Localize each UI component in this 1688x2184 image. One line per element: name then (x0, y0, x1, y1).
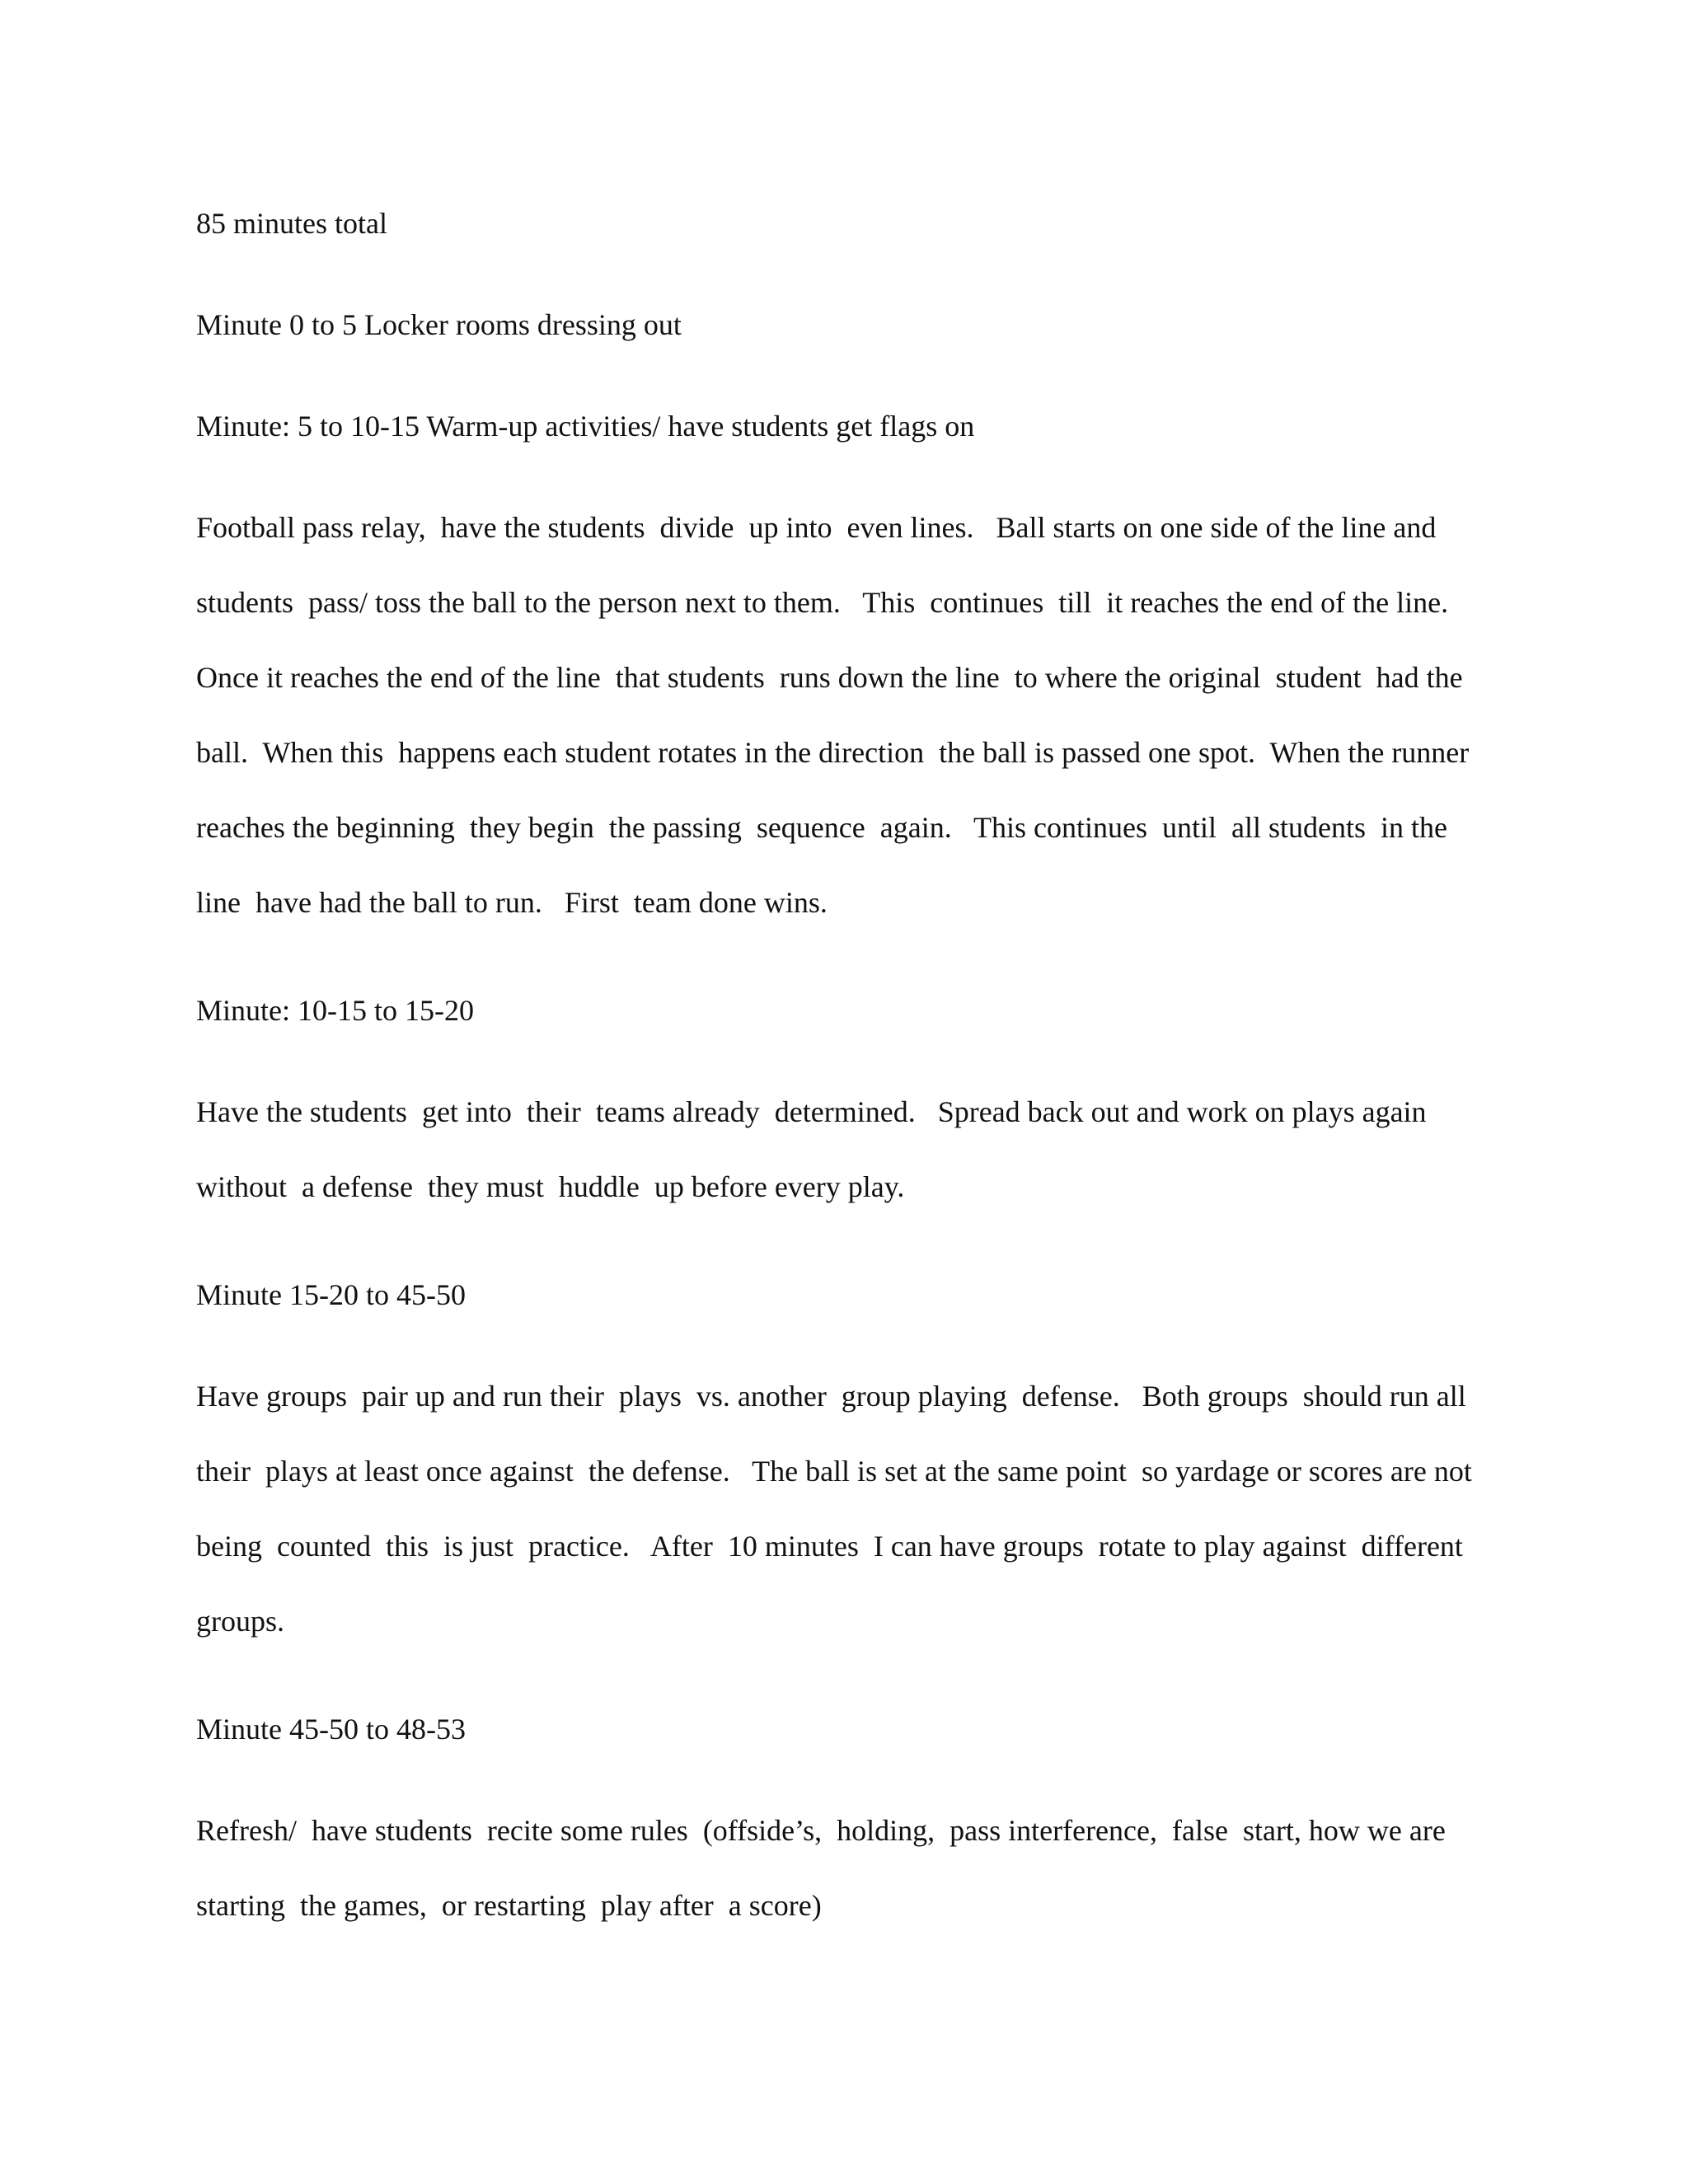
section-body-3: Have groups pair up and run their plays vs. another group playing defense. Both groups should run all their plays at least once against the defense. The ball is set at the same point so yardage or scores are not being counted this is just practice. After 10 minutes I can have groups rotate to play against different groups. (196, 1380, 1479, 1638)
section-body-1: Football pass relay, have the students divide up into even lines. Ball starts on one side of the line and students pass/ toss the ball to the person next to them. This continues till it reaches the end of the line. Once it reaches the end of the line that students runs down the line to where the original student had the ball. When this happens each student rotates in the direction the ball is passed one spot. When the runner reaches the beginning they begin the passing sequence again. This continues until all students in the line have had the ball to run. First team done wins. (196, 511, 1484, 919)
section-heading-2: Minute: 10-15 to 15-20 (196, 994, 474, 1027)
section-body-4: Refresh/ have students recite some rules (offside’s, holding, pass interference, false start, how we are starting the games, or restarting play after a score) (196, 1814, 1453, 1922)
section-heading-3: Minute 15-20 to 45-50 (196, 1278, 466, 1311)
section-heading-1: Minute: 5 to 10-15 Warm-up activities/ have students get flags on (196, 410, 975, 443)
section-body-2: Have the students get into their teams already determined. Spread back out and work on plays again without a defense they must huddle up before every play. (196, 1095, 1442, 1203)
section-heading-0: Minute 0 to 5 Locker rooms dressing out (196, 308, 682, 341)
total-duration: 85 minutes total (196, 207, 387, 240)
section-heading-4: Minute 45-50 to 48-53 (196, 1713, 466, 1746)
lesson-plan-text (196, 186, 1482, 1976)
